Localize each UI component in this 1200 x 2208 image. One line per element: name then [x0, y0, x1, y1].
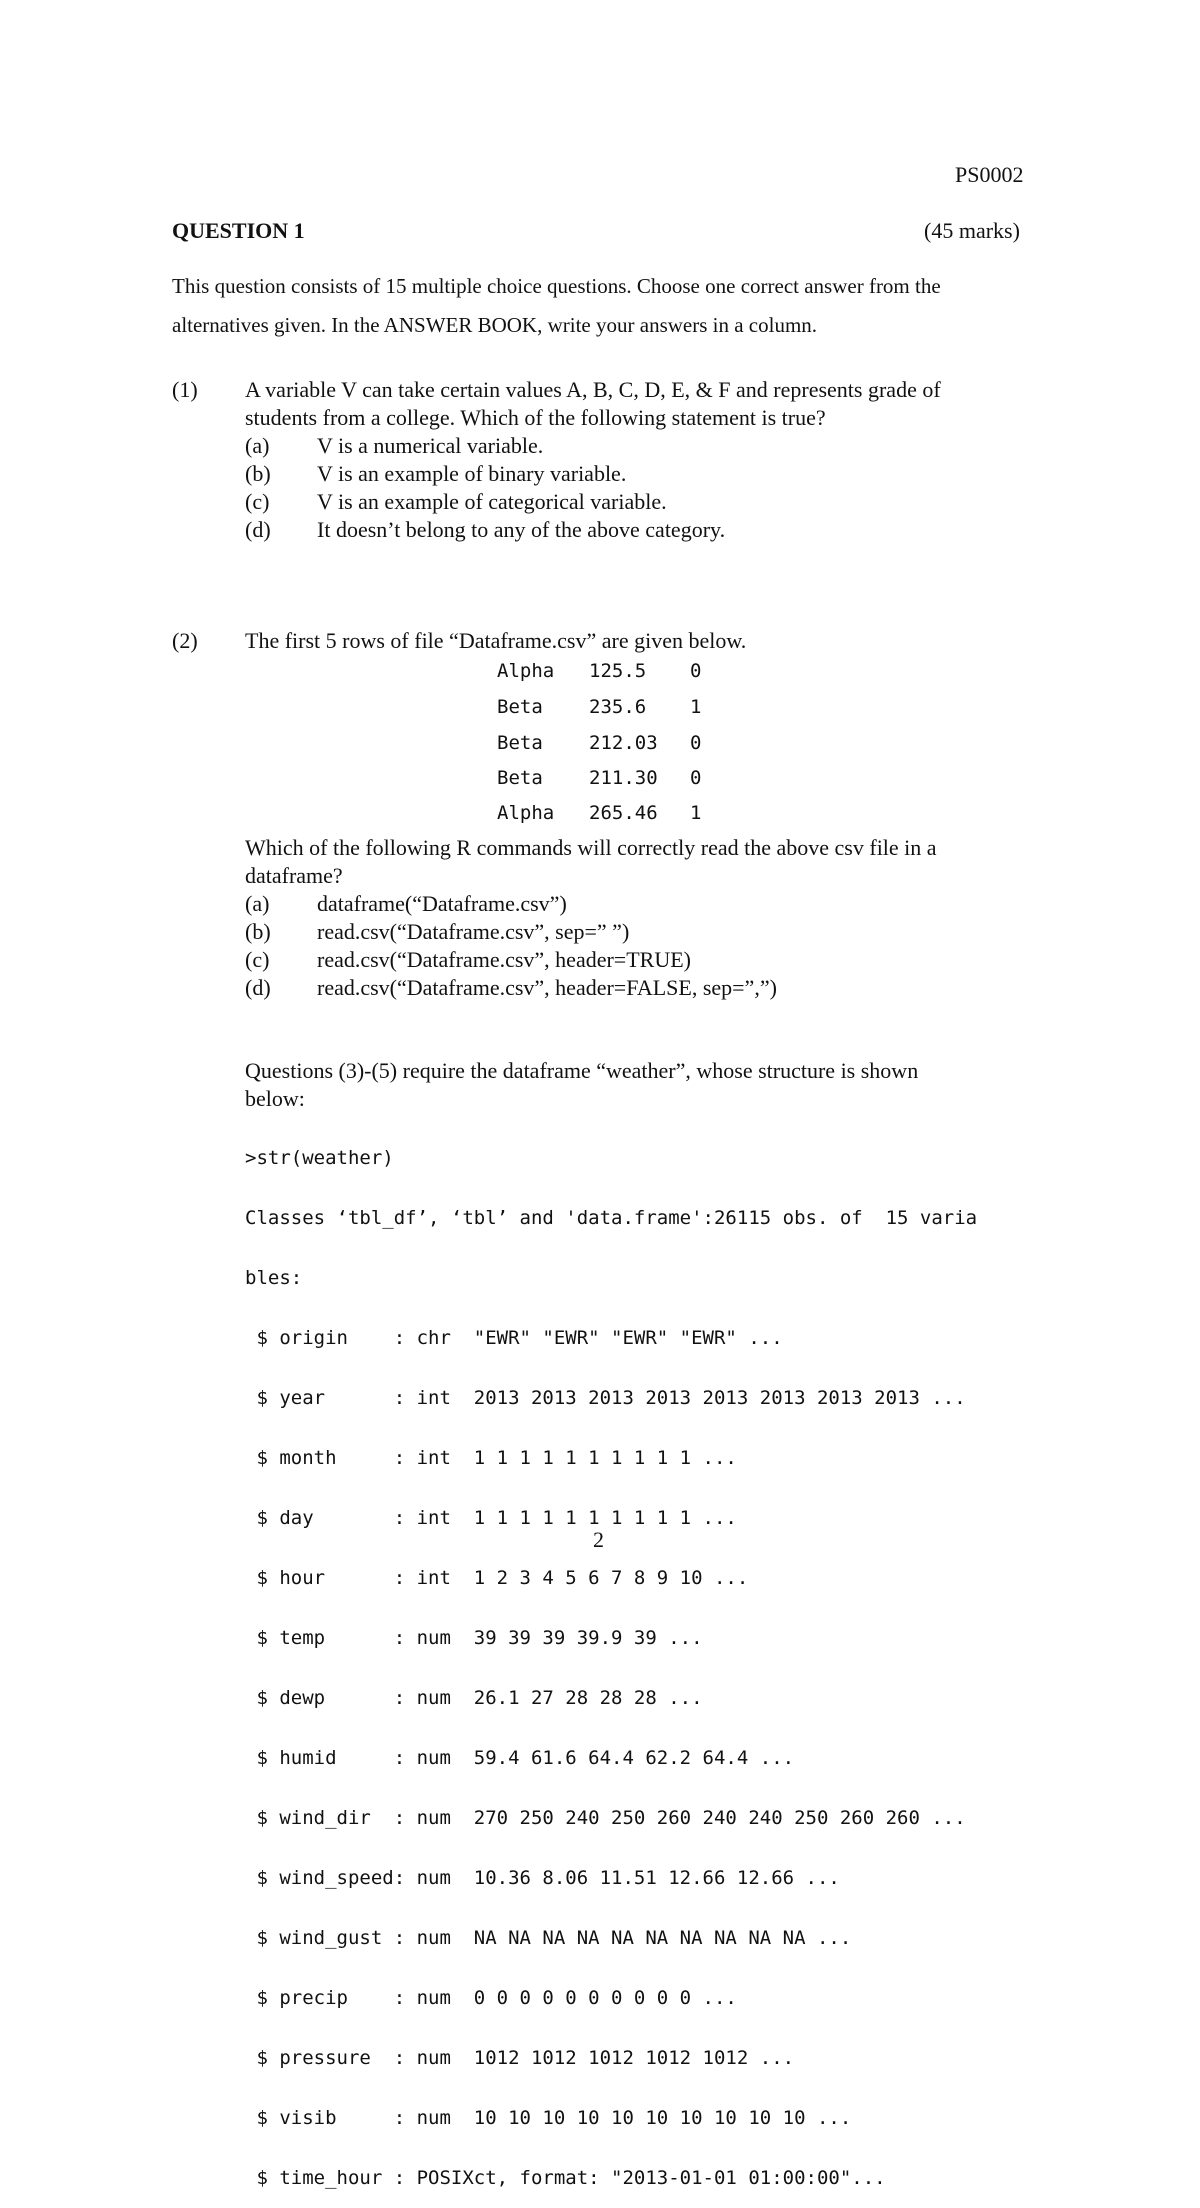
q2-option-c-text: read.csv(“Dataframe.csv”, header=TRUE) [317, 947, 691, 972]
code-line: $ wind_dir : num 270 250 240 250 260 240 240 250 260 260 ... [245, 1807, 966, 1829]
q2-option-b-letter: (b) [245, 919, 271, 944]
q1-number: (1) [172, 377, 198, 402]
q2-option-d-text: read.csv(“Dataframe.csv”, header=FALSE, sep=”,”) [317, 975, 777, 1000]
csv-cell: 0 [690, 660, 702, 682]
code-line: $ humid : num 59.4 61.6 64.4 62.2 64.4 ... [245, 1747, 795, 1769]
q1-stem-line-2: students from a college. Which of the following statement is true? [245, 405, 826, 430]
code-line: $ time_hour : POSIXct, format: "2013-01-01 01:00:00"... [245, 2167, 886, 2189]
q2-after-line-1: Which of the following R commands will correctly read the above csv file in a [245, 835, 937, 860]
q2-stem-line-1: The first 5 rows of file “Dataframe.csv” are given below. [245, 628, 747, 653]
code-line: >str(weather) [245, 1147, 394, 1169]
code-line: $ dewp : num 26.1 27 28 28 28 ... [245, 1687, 703, 1709]
exam-code: PS0002 [955, 162, 1024, 187]
code-line: $ month : int 1 1 1 1 1 1 1 1 1 1 ... [245, 1447, 737, 1469]
q1-option-c-letter: (c) [245, 489, 270, 514]
q1-option-b-letter: (b) [245, 461, 271, 486]
intro-line-2: alternatives given. In the ANSWER BOOK, write your answers in a column. [172, 313, 818, 337]
question-marks: (45 marks) [924, 218, 1020, 243]
csv-cell: 125.5 [589, 660, 647, 682]
code-line: bles: [245, 1267, 303, 1289]
code-line: $ temp : num 39 39 39 39.9 39 ... [245, 1627, 703, 1649]
csv-cell: Beta [497, 767, 543, 789]
code-line: $ day : int 1 1 1 1 1 1 1 1 1 1 ... [245, 1507, 737, 1529]
csv-cell: 235.6 [589, 696, 647, 718]
q1-option-a-letter: (a) [245, 433, 270, 458]
q2-option-b-text: read.csv(“Dataframe.csv”, sep=” ”) [317, 919, 630, 944]
csv-cell: 211.30 [589, 767, 658, 789]
code-line: $ origin : chr "EWR" "EWR" "EWR" "EWR" ... [245, 1327, 783, 1349]
csv-cell: Beta [497, 732, 543, 754]
code-line: $ precip : num 0 0 0 0 0 0 0 0 0 0 ... [245, 1987, 737, 2009]
code-line: Classes ‘tbl_df’, ‘tbl’ and 'data.frame':26115 obs. of 15 varia [245, 1207, 978, 1229]
csv-cell: 1 [690, 802, 702, 824]
code-line: $ wind_gust : num NA NA NA NA NA NA NA NA NA NA ... [245, 1927, 852, 1949]
csv-cell: Alpha [497, 660, 555, 682]
q2-option-a-text: dataframe(“Dataframe.csv”) [317, 891, 567, 916]
page-number: 2 [593, 1527, 604, 1552]
question-title: QUESTION 1 [172, 218, 305, 243]
q3to5-stem-line-1: Questions (3)-(5) require the dataframe “weather”, whose structure is shown [245, 1058, 919, 1083]
code-line: $ year : int 2013 2013 2013 2013 2013 2013 2013 2013 ... [245, 1387, 966, 1409]
csv-cell: 0 [690, 732, 702, 754]
q2-option-d-letter: (d) [245, 975, 271, 1000]
csv-cell: 265.46 [589, 802, 658, 824]
csv-cell: 1 [690, 696, 702, 718]
q1-option-d-text: It doesn’t belong to any of the above category. [317, 517, 726, 542]
q2-number: (2) [172, 628, 198, 653]
q1-option-a-text: V is a numerical variable. [317, 433, 544, 458]
q1-stem-line-1: A variable V can take certain values A, B, C, D, E, & F and represents grade of [245, 377, 941, 402]
code-line: $ pressure : num 1012 1012 1012 1012 1012 ... [245, 2047, 795, 2069]
q3to5-stem-line-2: below: [245, 1086, 305, 1111]
code-line: $ wind_speed: num 10.36 8.06 11.51 12.66 12.66 ... [245, 1867, 840, 1889]
str-output-code-block [245, 1108, 977, 2208]
q1-option-c-text: V is an example of categorical variable. [317, 489, 667, 514]
csv-cell: 212.03 [589, 732, 658, 754]
q1-option-b-text: V is an example of binary variable. [317, 461, 627, 486]
q2-option-c-letter: (c) [245, 947, 270, 972]
csv-cell: 0 [690, 767, 702, 789]
csv-cell: Beta [497, 696, 543, 718]
intro-line-1: This question consists of 15 multiple choice questions. Choose one correct answer from the [172, 274, 941, 298]
q2-after-line-2: dataframe? [245, 863, 343, 888]
code-line: $ visib : num 10 10 10 10 10 10 10 10 10 10 ... [245, 2107, 852, 2129]
csv-cell: Alpha [497, 802, 555, 824]
code-line: $ hour : int 1 2 3 4 5 6 7 8 9 10 ... [245, 1567, 749, 1589]
q2-option-a-letter: (a) [245, 891, 270, 916]
q1-option-d-letter: (d) [245, 517, 271, 542]
